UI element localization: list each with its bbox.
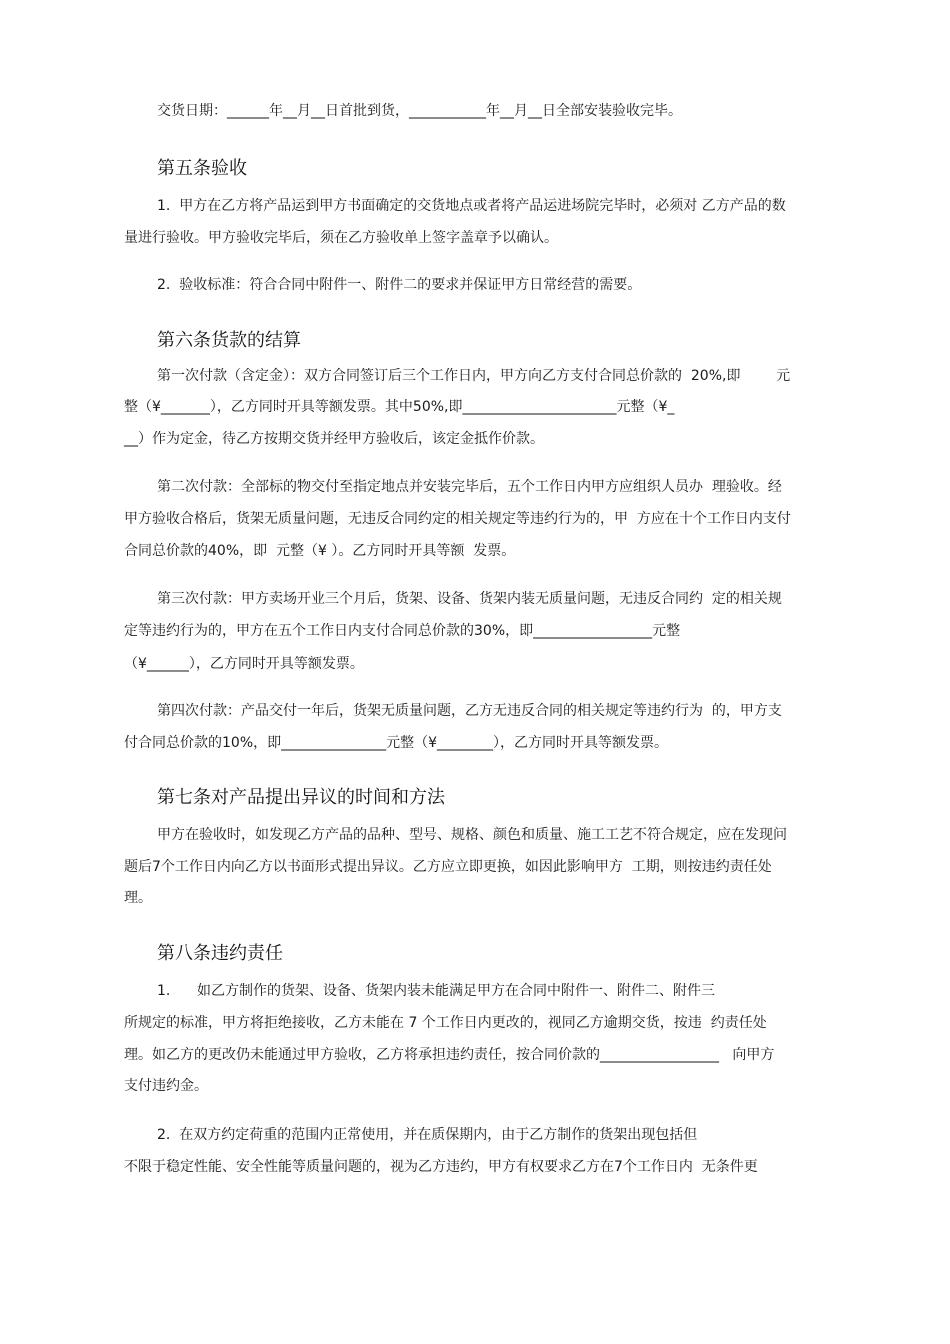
article-7-p1-line: 甲方在验收时，如发现乙方产品的品种、型号、规格、颜色和质量、施工工艺不符合规定，应在发现问	[157, 827, 787, 843]
payment-2-line: 甲方验收合格后，货架无质量问题，无违反合同约定的相关规定等违约行为的，甲 方应在十个工作日内支付	[124, 511, 791, 527]
article-5-heading: 第五条验收	[157, 158, 247, 179]
article-8-p2-line: 2. 在双方约定荷重的范围内正常使用，并在质保期内，由于乙方制作的货架出现包括但	[157, 1127, 698, 1143]
payment-1-line: 整（¥_______），乙方同时开具等额发票。其中50%,即______________________元整（¥_	[124, 399, 675, 415]
article-8-p1-line: 理。如乙方的更改仍未能通过甲方验收，乙方将承担违约责任，按合同价款的_________________ 向甲方	[124, 1047, 775, 1063]
payment-3-line: 第三次付款：甲方卖场开业三个月后，货架、设备、货架内装无质量问题，无违反合同约 定的相关规	[157, 591, 782, 607]
article-7-p1-line: 理。	[124, 890, 152, 906]
payment-2-line: 第二次付款：全部标的物交付至指定地点并安装完毕后，五个工作日内甲方应组织人员办 理验收。经	[157, 479, 782, 495]
article-8-p2-line: 不限于稳定性能、安全性能等质量问题的，视为乙方违约，甲方有权要求乙方在7个工作日内 无条件更	[124, 1159, 758, 1175]
article-8-p1-line: 1. 如乙方制作的货架、设备、货架内装未能满足甲方在合同中附件一、附件二、附件三	[157, 983, 716, 999]
payment-1-line: 第一次付款（含定金）：双方合同签订后三个工作日内，甲方向乙方支付合同总价款的 20%,即 元	[157, 368, 791, 384]
payment-1-line: __）作为定金，待乙方按期交货并经甲方验收后，该定金抵作价款。	[124, 431, 544, 447]
article-6-heading: 第六条货款的结算	[157, 330, 301, 351]
payment-4-line: 第四次付款：产品交付一年后，货架无质量问题，乙方无违反合同的相关规定等违约行为 的，甲方支	[157, 703, 782, 719]
delivery-date-line: 交货日期：______年__月__日首批到货，___________年__月__日全部安装验收完毕。	[157, 103, 682, 119]
payment-4-line: 付合同总价款的10%，即_______________元整（¥________），乙方同时开具等额发票。	[124, 735, 669, 751]
article-8-heading: 第八条违约责任	[157, 943, 283, 964]
article-5-p2-line: 2. 验收标准：符合合同中附件一、附件二的要求并保证甲方日常经营的需要。	[157, 277, 642, 293]
article-8-p1-line: 所规定的标准，甲方将拒绝接收，乙方未能在 7 个工作日内更改的，视同乙方逾期交货，按违 约责任处	[124, 1015, 767, 1031]
payment-3-line: （¥______），乙方同时开具等额发票。	[124, 656, 364, 672]
payment-3-line: 定等违约行为的，甲方在五个工作日内支付合同总价款的30%，即_________________元整	[124, 623, 681, 639]
article-7-heading: 第七条对产品提出异议的时间和方法	[157, 787, 445, 808]
article-7-p1-line: 题后7个工作日内向乙方以书面形式提出异议。乙方应立即更换，如因此影响甲方 工期，则按违约责任处	[124, 859, 772, 875]
article-8-p1-line: 支付违约金。	[124, 1078, 208, 1094]
payment-2-line: 合同总价款的40%，即 元整（¥ ）。乙方同时开具等额 发票。	[124, 543, 516, 559]
article-5-p1-line: 量进行验收。甲方验收完毕后，须在乙方验收单上签字盖章予以确认。	[124, 230, 558, 246]
article-5-p1-line: 1. 甲方在乙方将产品运到甲方书面确定的交货地点或者将产品运进场院完毕时，必须对 乙方产品的数	[157, 198, 786, 214]
